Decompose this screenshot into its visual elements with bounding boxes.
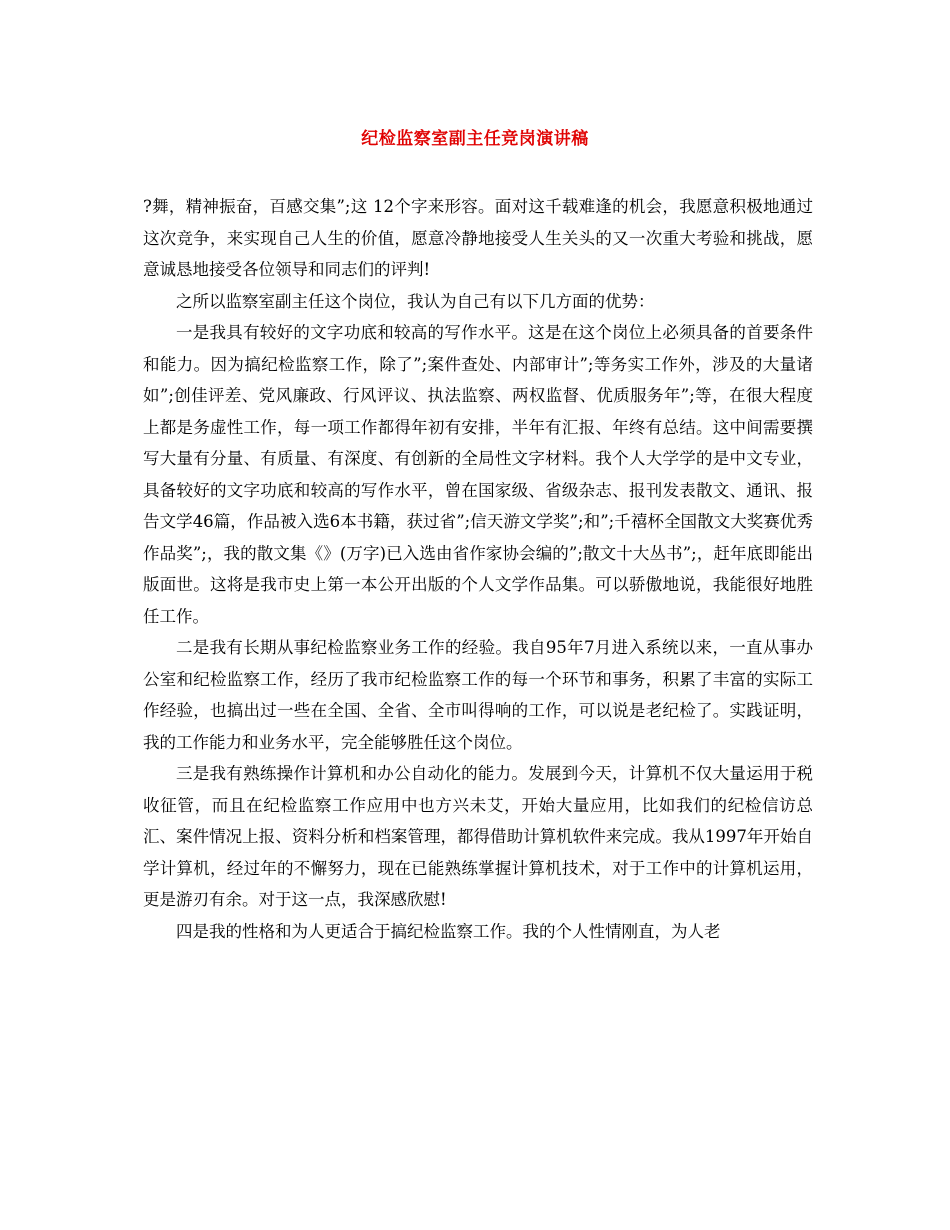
paragraph-6: 四是我的性格和为人更适合于搞纪检监察工作。我的个人性情刚直，为人老 bbox=[176, 921, 721, 941]
paragraph-3: 一是我具有较好的文字功底和较高的写作水平。这是在这个岗位上必须具备的首要条件和能力。因为搞纪检监察工作，除了”;案件查处、内部审计”;等务实工作外，涉及的大量诸如”;创佳评差、党风廉政、行风评议、执法监察、两权监督、优质服务年”;等，在很大程度上都是务虚性工作，每一项工作都得年初有安排，半年有汇报、年终有总结。这中间需要撰写大量有分量、有质量、有深度、有创新的全局性文字材料。我个人大学学的是中文专业，具备较好的文字功底和较高的写作水平，曾在国家级、省级杂志、报刊发表散文、通讯、报告文学46篇，作品被入选6本书籍，获过省”;信天游文学奖”;和”;千禧杯全国散文大奖赛优秀作品奖”;，我的散文集《》(万字)已入选由省作家协会编的”;散文十大丛书”;，赶年底即能出版面世。这将是我市史上第一本公开出版的个人文学作品集。可以骄傲地说，我能很好地胜任工作。 bbox=[143, 323, 813, 626]
paragraph-1: ?舞，精神振奋，百感交集”;这 12个字来形容。面对这千载难逢的机会，我愿意积极地通过这次竞争，来实现自己人生的价值，愿意冷静地接受人生关头的又一次重大考验和挑战，愿意诚恳地接受各位领导和同志们的评判! bbox=[143, 197, 813, 279]
paragraph-2: 之所以监察室副主任这个岗位，我认为自己有以下几方面的优势： bbox=[176, 291, 655, 311]
document-title: 纪检监察室副主任竞岗演讲稿 bbox=[361, 129, 589, 149]
paragraph-5: 三是我有熟练操作计算机和办公自动化的能力。发展到今天，计算机不仅大量运用于税收征管，而且在纪检监察工作应用中也方兴未艾，开始大量应用，比如我们的纪检信访总汇、案件情况上报、资料分析和档案管理，都得借助计算机软件来完成。我从1997年开始自学计算机，经过年的不懈努力，现在已能熟练掌握计算机技术，对于工作中的计算机运用，更是游刃有余。对于这一点，我深感欣慰! bbox=[143, 764, 813, 909]
document-body bbox=[143, 191, 813, 947]
paragraph-4: 二是我有长期从事纪检监察业务工作的经验。我自95年7月进入系统以来，一直从事办公室和纪检监察工作，经历了我市纪检监察工作的每一个环节和事务，积累了丰富的实际工作经验，也搞出过一些在全国、全省、全市叫得响的工作，可以说是老纪检了。实践证明，我的工作能力和业务水平，完全能够胜任这个岗位。 bbox=[143, 638, 813, 752]
